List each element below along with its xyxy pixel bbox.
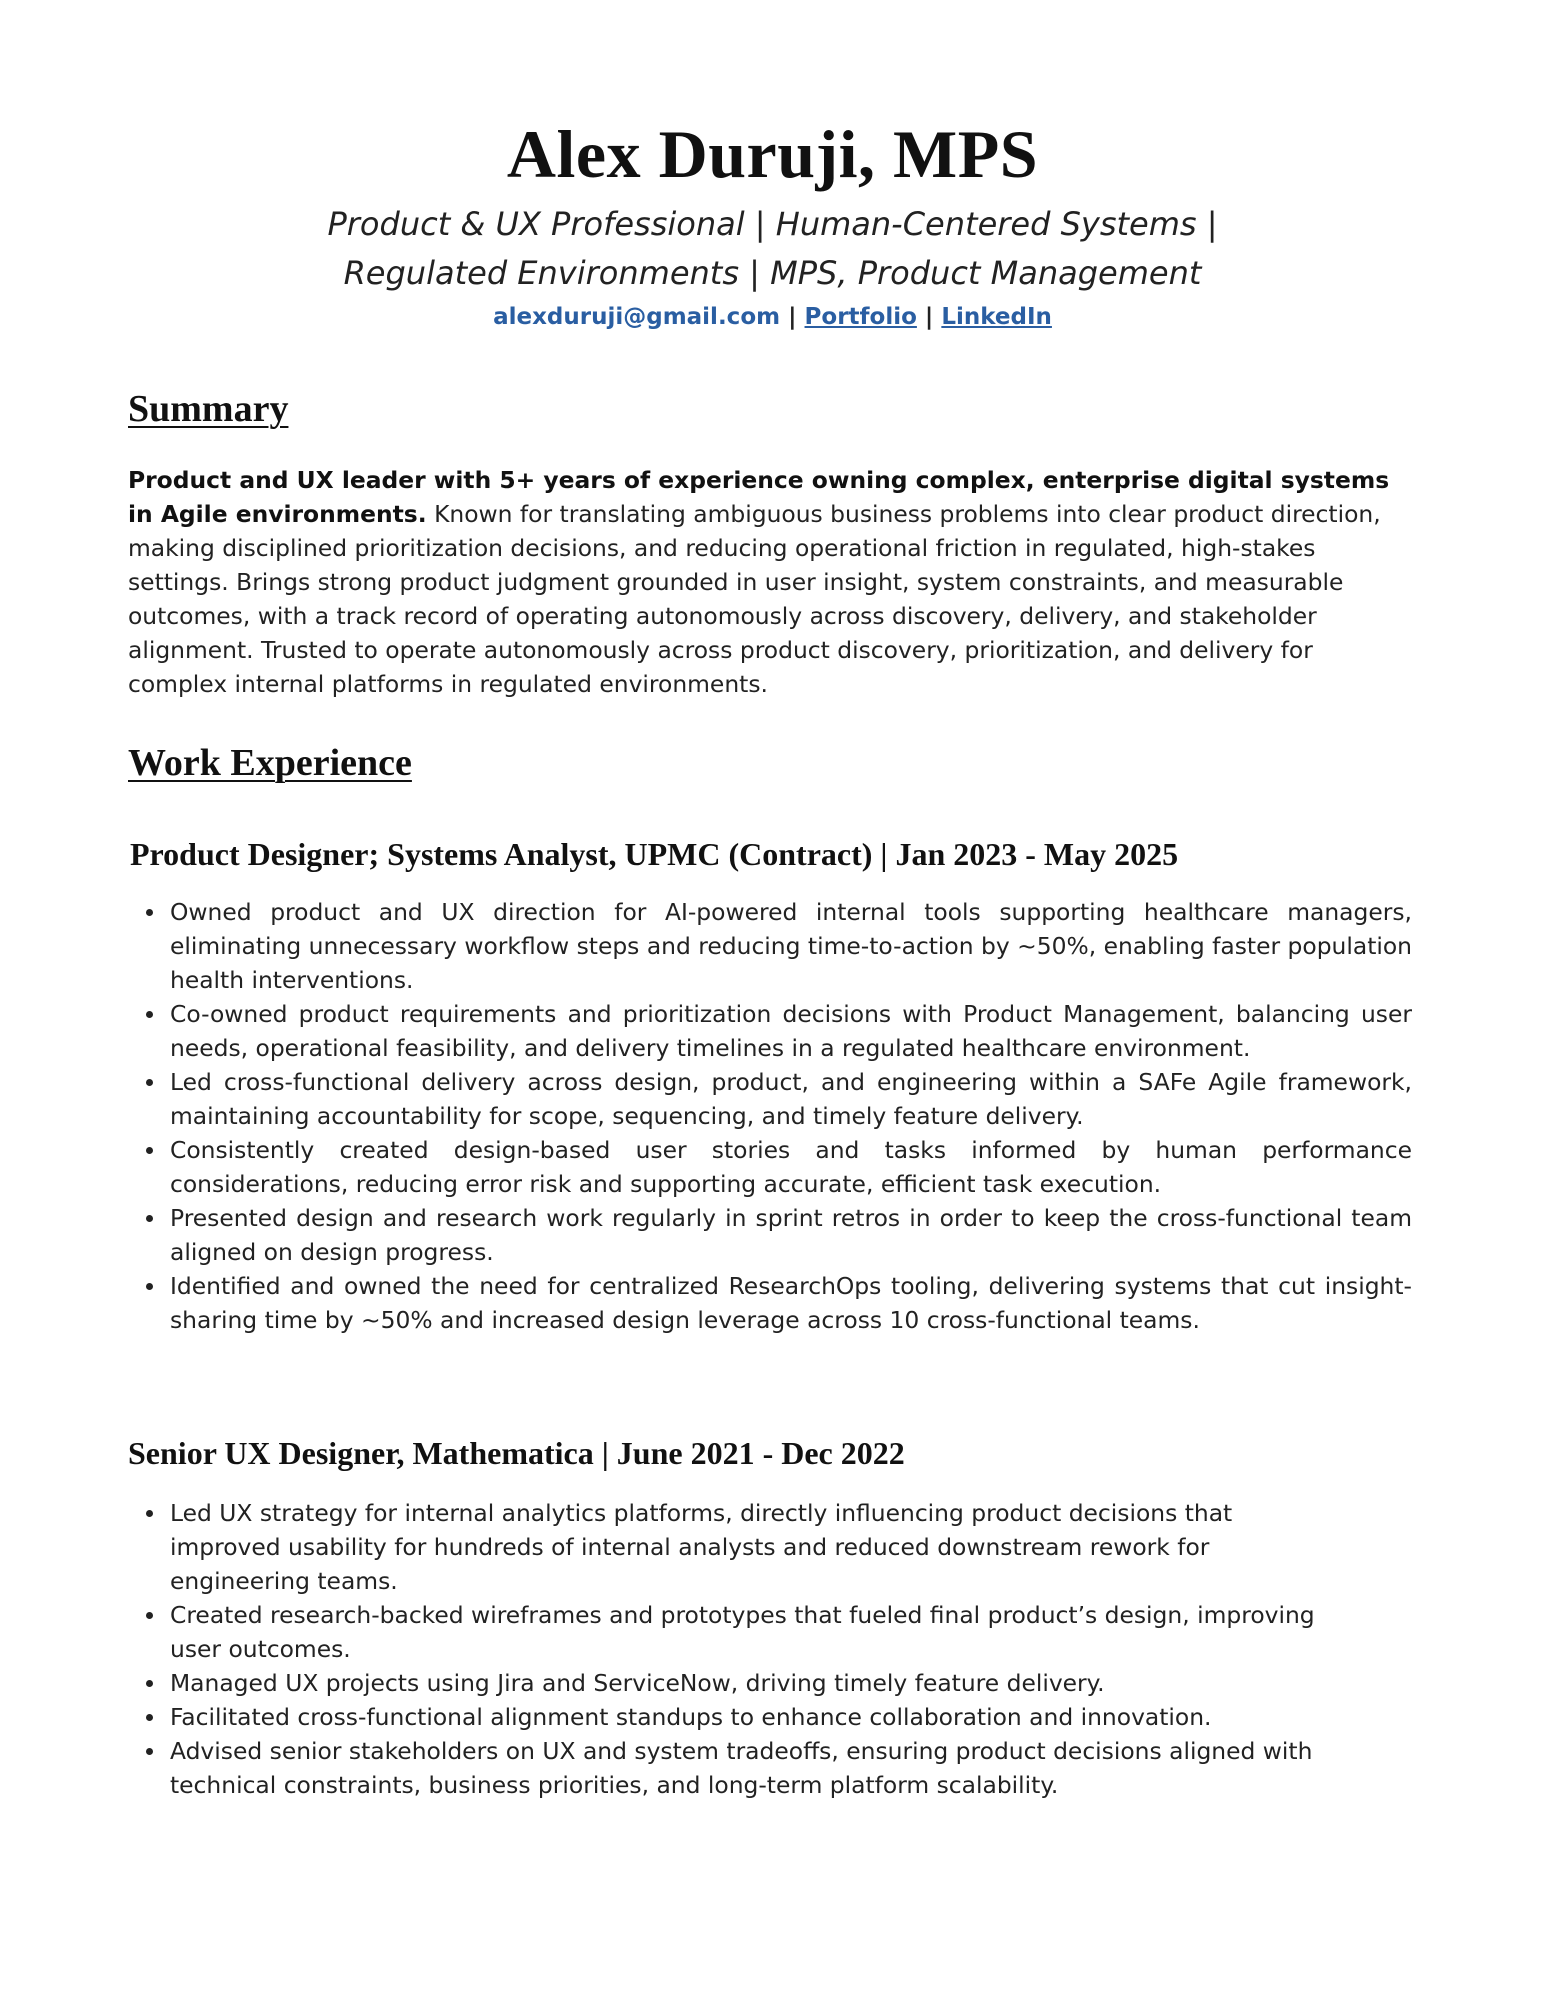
list-item: Advised senior stakeholders on UX and system tradeoffs, ensuring product decisions aligned with technical constraints, business priorities, and long-term platform scalability. [170, 1734, 1330, 1802]
contact-separator: | [924, 304, 934, 330]
email-link[interactable]: alexduruji@gmail.com [493, 304, 781, 330]
candidate-name: Alex Duruji, MPS [506, 116, 1039, 192]
summary-body: Known for translating ambiguous business problems into clear product direction, making disciplined prioritization decisions, and reducing operational friction in regulated, high-stakes settings. Brings strong product judgment grounded in user insight, system constraints, and measurable outcomes, with a track record of operating autonomously across discovery, delivery, and stakeholder alignment. Trusted to operate autonomously across product discovery, prioritization, and delivery for complex internal platforms in regulated environments. [128, 500, 1381, 698]
tagline-line-1: Product & UX Professional | Human-Centered Systems | [327, 205, 1218, 243]
list-item: Presented design and research work regularly in sprint retros in order to keep the cross-functional team aligned on design progress. [170, 1201, 1412, 1269]
linkedin-link[interactable]: LinkedIn [941, 304, 1052, 330]
list-item: Consistently created design-based user stories and tasks informed by human performance considerations, reducing error risk and supporting accurate, efficient task execution. [170, 1133, 1412, 1201]
list-item: Owned product and UX direction for AI-powered internal tools supporting healthcare managers, eliminating unnecessary workflow steps and reducing time-to-action by ~50%, enabling faster population health interventions. [170, 895, 1412, 997]
resume-header [0, 112, 1545, 334]
tagline-line-2: Regulated Environments | MPS, Product Management [343, 254, 1202, 292]
job-bullet-list [128, 1496, 1330, 1802]
list-item: Co-owned product requirements and prioritization decisions with Product Management, balancing user needs, operational feasibility, and delivery timelines in a regulated healthcare environment. [170, 997, 1412, 1065]
summary-heading: Summary [128, 388, 289, 430]
contact-line [0, 300, 1545, 334]
job-title: Senior UX Designer, Mathematica | June 2021 - Dec 2022 [128, 1435, 905, 1471]
tagline [0, 200, 1545, 298]
job-title: Product Designer; Systems Analyst, UPMC (Contract) | Jan 2023 - May 2025 [130, 836, 1179, 872]
list-item: Facilitated cross-functional alignment standups to enhance collaboration and innovation. [170, 1700, 1330, 1734]
summary-paragraph [128, 463, 1418, 701]
portfolio-link[interactable]: Portfolio [804, 304, 917, 330]
summary-lead: Product and UX leader with 5+ years of experience owning complex, enterprise digital systems in Agile environments. [128, 466, 1390, 528]
list-item: Created research-backed wireframes and prototypes that fueled final product’s design, improving user outcomes. [170, 1598, 1330, 1666]
list-item: Managed UX projects using Jira and ServiceNow, driving timely feature delivery. [170, 1666, 1330, 1700]
contact-separator: | [788, 304, 797, 330]
job-bullet-list [128, 895, 1412, 1337]
list-item: Led UX strategy for internal analytics platforms, directly influencing product decisions that improved usability for hundreds of internal analysts and reduced downstream rework for engineering teams. [170, 1496, 1330, 1598]
list-item: Identified and owned the need for centralized ResearchOps tooling, delivering systems that cut insight-sharing time by ~50% and increased design leverage across 10 cross-functional teams. [170, 1269, 1412, 1337]
work-experience-heading: Work Experience [128, 742, 412, 784]
list-item: Led cross-functional delivery across design, product, and engineering within a SAFe Agile framework, maintaining accountability for scope, sequencing, and timely feature delivery. [170, 1065, 1412, 1133]
